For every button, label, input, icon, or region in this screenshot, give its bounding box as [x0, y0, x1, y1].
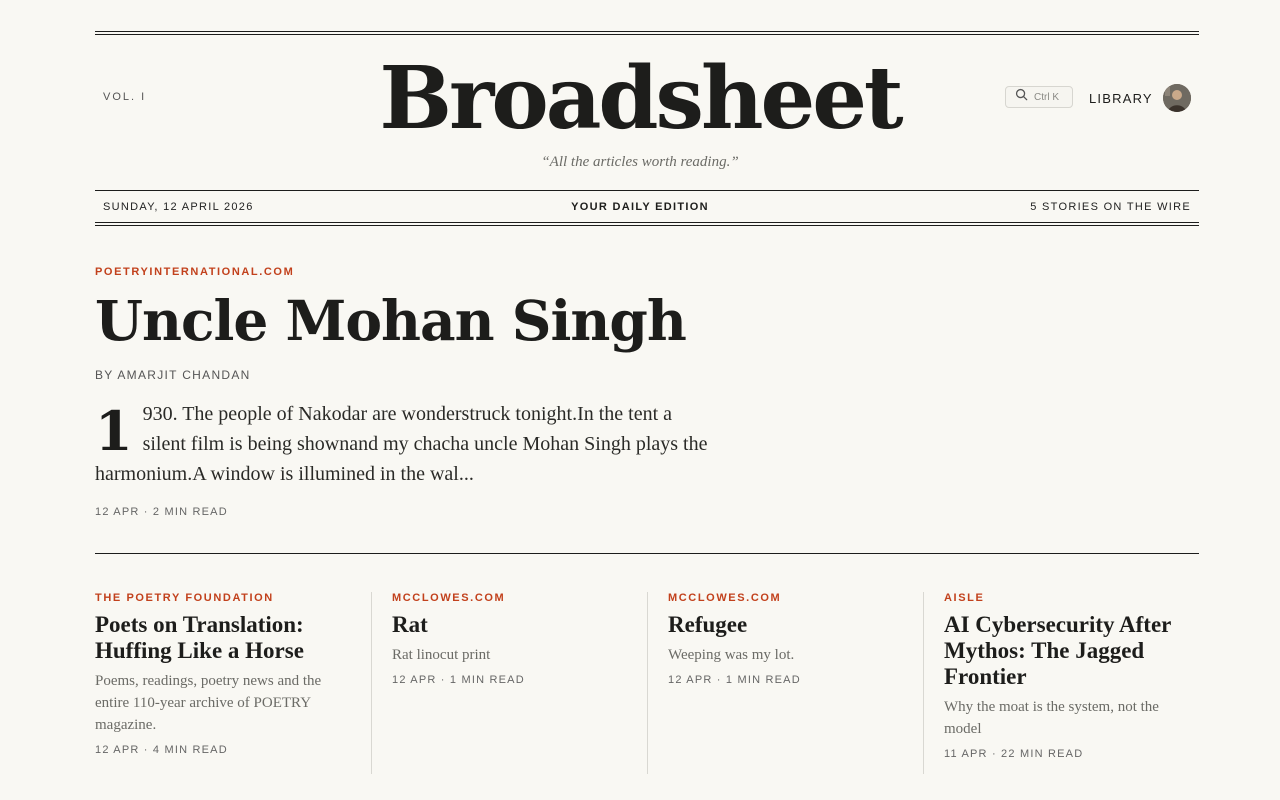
- wire-count: 5 STORIES ON THE WIRE: [1030, 201, 1191, 213]
- dateline-top-rule: [95, 190, 1199, 191]
- card-source: MCCLOWES.COM: [392, 592, 506, 604]
- card-title[interactable]: AI Cybersecurity After Mythos: The Jagged Frontier: [944, 612, 1171, 689]
- search-button[interactable]: [1005, 86, 1073, 108]
- card-title[interactable]: Poets on Translation: Huffing Like a Horse: [95, 612, 304, 663]
- card-meta: 12 APR · 1 MIN READ: [668, 674, 801, 686]
- card-source: THE POETRY FOUNDATION: [95, 592, 274, 604]
- card-meta: 12 APR · 4 MIN READ: [95, 744, 228, 756]
- lead-meta: 12 APR · 2 MIN READ: [95, 506, 228, 518]
- card-dek: Weeping was my lot.: [668, 647, 795, 663]
- card-title[interactable]: Refugee: [668, 612, 748, 637]
- top-rule: [95, 31, 1199, 32]
- edition-date: SUNDAY, 12 APRIL 2026: [103, 201, 254, 213]
- lead-title[interactable]: Uncle Mohan Singh: [95, 288, 686, 353]
- dateline-bottom-rule: [95, 222, 1199, 223]
- lead-excerpt-text: 930. The people of Nakodar are wonderstruck tonight.In the tent a silent film is being shownand my chacha uncle Mohan Singh plays the harmonium.A window is illumined in the wal...: [95, 403, 708, 485]
- edition-label: YOUR DAILY EDITION: [571, 201, 709, 213]
- card-dek: Why the moat is the system, not the model: [944, 699, 1159, 737]
- volume-label: VOL. I: [103, 91, 147, 103]
- tagline: “All the articles worth reading.”: [541, 154, 739, 170]
- story-card[interactable]: [647, 592, 924, 774]
- dateline-bottom-rule-inner: [95, 225, 1199, 226]
- section-rule: [95, 553, 1199, 554]
- library-link[interactable]: LIBRARY: [1089, 91, 1153, 106]
- card-source: AISLE: [944, 592, 985, 604]
- search-shortcut: Ctrl K: [1034, 91, 1059, 103]
- card-title[interactable]: Rat: [392, 612, 428, 637]
- card-dek: Rat linocut print: [392, 647, 491, 663]
- lead-excerpt: [95, 399, 715, 489]
- story-card[interactable]: [95, 592, 371, 774]
- story-card[interactable]: [923, 592, 1199, 774]
- story-card[interactable]: [371, 592, 648, 774]
- user-avatar[interactable]: [1163, 84, 1191, 112]
- card-meta: 12 APR · 1 MIN READ: [392, 674, 525, 686]
- lead-byline: BY AMARJIT CHANDAN: [95, 368, 251, 382]
- drop-cap: 1: [95, 399, 133, 463]
- card-meta: 11 APR · 22 MIN READ: [944, 748, 1084, 760]
- masthead-title[interactable]: Broadsheet: [379, 48, 901, 149]
- card-source: MCCLOWES.COM: [668, 592, 782, 604]
- search-icon: [1015, 88, 1028, 106]
- lead-source[interactable]: POETRYINTERNATIONAL.COM: [95, 266, 295, 278]
- card-dek: Poems, readings, poetry news and the entire 110-year archive of POETRY magazine.: [95, 673, 322, 733]
- top-rule-inner: [95, 34, 1199, 35]
